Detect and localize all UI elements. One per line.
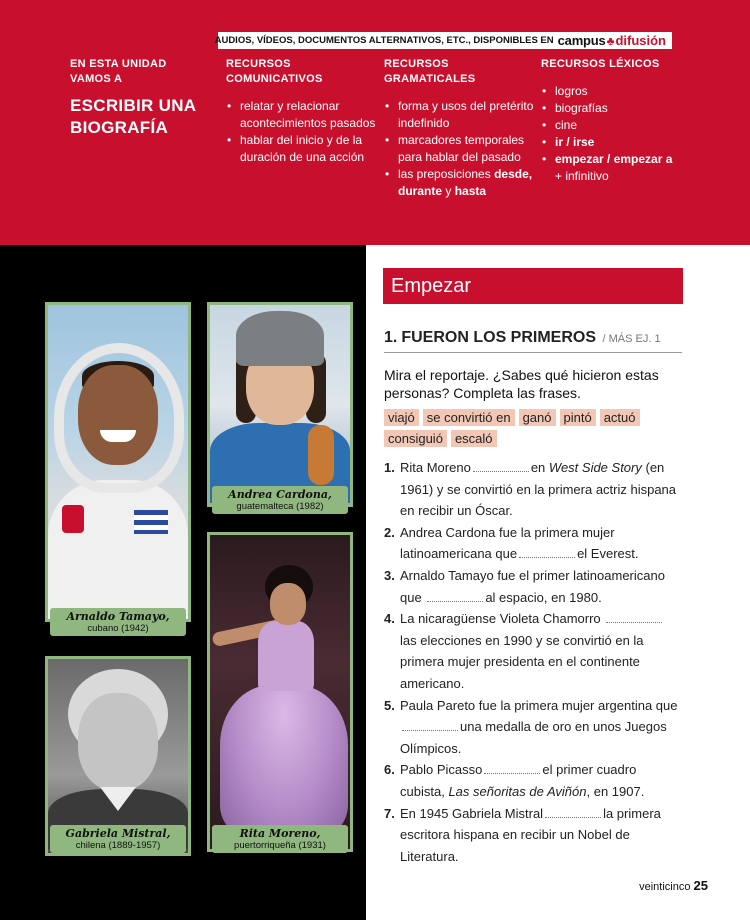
photo-andrea-cardona [207, 302, 353, 507]
answer-blank[interactable] [427, 590, 483, 602]
answer-blank[interactable] [606, 611, 662, 623]
resources-lexical [541, 57, 691, 185]
exercise-instructions: Mira el reportaje. ¿Sabes qué hicieron estas personas? Completa las frases. [384, 367, 659, 401]
caption-name: Gabriela Mistral, [65, 827, 171, 840]
exercise-items [384, 457, 684, 867]
caption-andrea [212, 486, 348, 514]
exercise-title: FUERON LOS PRIMEROS [401, 329, 597, 346]
resource-item: • empezar / empezar a + infinitivo [541, 151, 691, 185]
word-chip[interactable]: consiguió [384, 430, 447, 447]
unit-title: ESCRIBIR UNA BIOGRAFÍA [70, 96, 196, 137]
photo-rita-moreno [207, 532, 353, 852]
resources-heading: RECURSOS COMUNICATIVOS [226, 58, 323, 85]
resource-item: • las preposiciones desde, durante y hasta [384, 166, 534, 200]
photo-panel [0, 245, 366, 920]
caption-detail: chilena (1889-1957) [75, 840, 161, 851]
resources-grammatical [384, 57, 534, 200]
caption-name: Rita Moreno, [239, 827, 321, 840]
exercise-item: 7. En 1945 Gabriela Mistral la primera escritora hispana en recibir un Nobel de Literatura. [384, 805, 661, 864]
word-chip[interactable]: ganó [519, 409, 556, 426]
exercise-item: 3. Arnaldo Tamayo fue el primer latinoamericano que al espacio, en 1980. [384, 567, 665, 605]
campus-banner[interactable] [214, 32, 672, 49]
exercise-item: 5. Paula Pareto fue la primera mujer argentina que una medalla de oro en unos Juegos Olímpicos. [384, 697, 678, 756]
word-bank-row-2 [384, 430, 684, 447]
dancer-portrait [210, 535, 350, 849]
word-chip[interactable]: viajó [384, 409, 419, 426]
photo-arnaldo-tamayo [45, 302, 191, 622]
page-number: 25 [693, 878, 708, 893]
resource-item: • biografías [541, 100, 691, 117]
word-chip[interactable]: actuó [600, 409, 640, 426]
astronaut-portrait [48, 305, 188, 619]
answer-blank[interactable] [519, 546, 575, 558]
word-chip[interactable]: pintó [560, 409, 596, 426]
resources-heading: RECURSOS LÉXICOS [541, 58, 660, 70]
exercise-item: 4. La nicaragüense Violeta Chamorro las elecciones en 1990 y se convirtió en la primera mujer presidenta en el continente americano. [384, 608, 684, 694]
resource-item: • cine [541, 117, 691, 134]
exercise-reference[interactable]: / MÁS EJ. 1 [602, 333, 661, 345]
climber-portrait [210, 305, 350, 504]
answer-blank[interactable] [402, 719, 458, 731]
exercise-item: 6. Pablo Picasso el primer cuadro cubista, Las señoritas de Aviñón, en 1907. [384, 762, 645, 799]
caption-name: Andrea Cardona, [228, 488, 332, 501]
word-bank [384, 409, 684, 426]
resource-item: • forma y usos del pretérito indefinido [384, 98, 534, 132]
caption-rita [212, 825, 348, 853]
exercise-header [384, 329, 682, 353]
caption-gabriela [50, 825, 186, 853]
writer-portrait [48, 659, 188, 853]
resource-item: • marcadores temporales para hablar del pasado [384, 132, 534, 166]
page-footer [639, 878, 708, 893]
exercise-item: 1. Rita Moreno en West Side Story (en 1961) y se convirtió en la primera actriz hispana en recibir un Óscar. [384, 460, 677, 519]
unit-header [0, 0, 750, 245]
word-chip[interactable]: escaló [451, 430, 497, 447]
word-chip[interactable]: se convirtió en [423, 409, 515, 426]
exercise-item: 2. Andrea Cardona fue la primera mujer latinoamericana que el Everest. [384, 524, 639, 562]
resources-heading: RECURSOS GRAMATICALES [384, 58, 476, 85]
resource-item: • relatar y relacionar acontecimientos pasados [226, 98, 376, 132]
campus-brand-difusion: difusión [615, 33, 666, 48]
unit-goal [70, 57, 210, 139]
caption-detail: puertorriqueña (1931) [234, 840, 326, 851]
campus-logo-icon: ♣ [606, 33, 615, 48]
answer-blank[interactable] [545, 806, 601, 818]
exercise-number: 1. [384, 329, 398, 346]
resource-item: • logros [541, 83, 691, 100]
caption-detail: guatemalteca (1982) [236, 501, 324, 512]
caption-detail: cubano (1942) [87, 623, 149, 634]
resource-item: • hablar del inicio y de la duración de una acción [226, 132, 376, 166]
resources-communicative [226, 57, 376, 166]
section-title: Empezar [383, 268, 683, 304]
resource-item: • ir / irse [541, 134, 691, 151]
campus-banner-text: AUDIOS, VÍDEOS, DOCUMENTOS ALTERNATIVOS, ETC., DISPONIBLES EN [214, 35, 554, 46]
unit-intro: EN ESTA UNIDAD VAMOS A [70, 58, 167, 85]
page-number-word: veinticinco [639, 881, 691, 893]
caption-arnaldo [50, 608, 186, 636]
answer-blank[interactable] [473, 460, 529, 472]
answer-blank[interactable] [484, 762, 540, 774]
campus-brand-name: campus [557, 33, 606, 48]
caption-name: Arnaldo Tamayo, [66, 610, 170, 623]
